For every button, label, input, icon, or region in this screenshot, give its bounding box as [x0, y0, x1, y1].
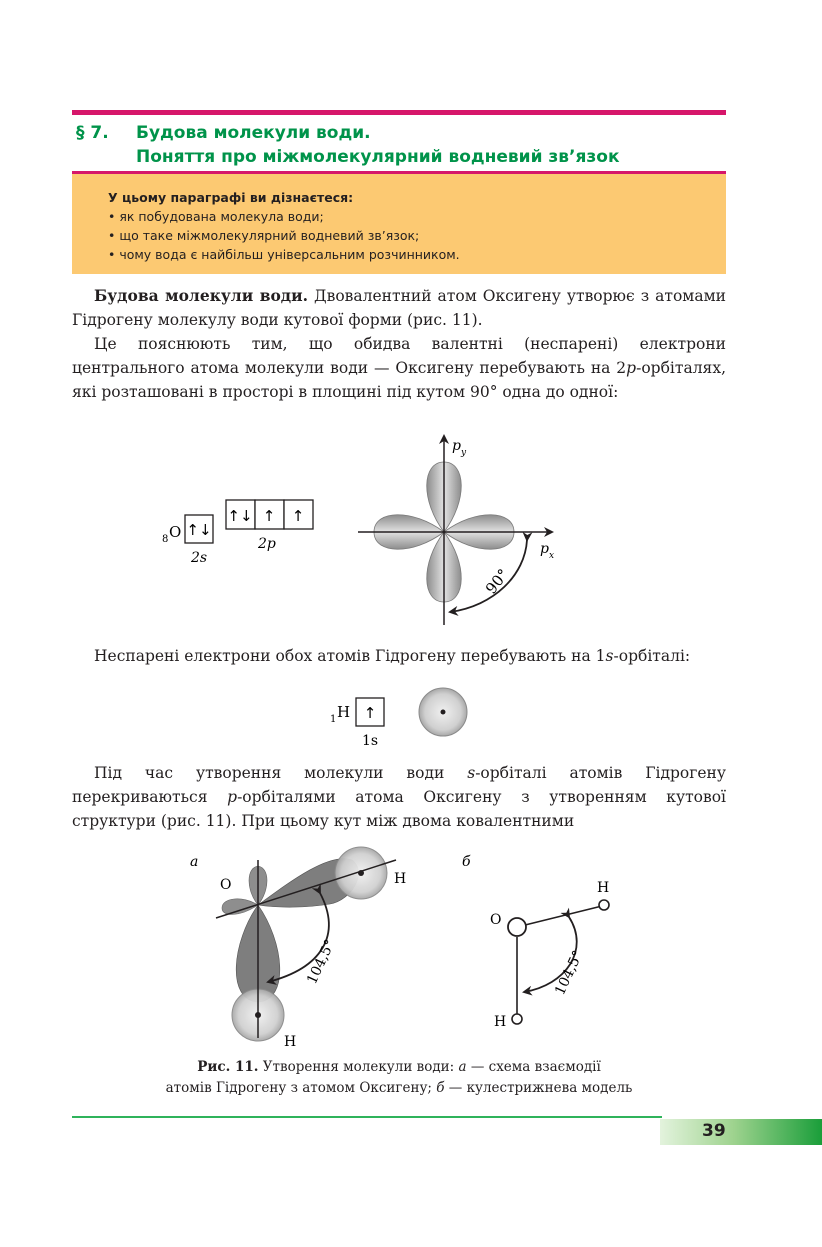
- caption-label: Рис. 11.: [197, 1059, 259, 1075]
- learn-item: • чому вода є найбільш універсальним розчинником.: [108, 247, 460, 262]
- figure-caption: [72, 1057, 726, 1099]
- hydrogen-label: H: [597, 880, 610, 896]
- footer-rule: [72, 1116, 662, 1118]
- atomic-number: 8: [162, 534, 169, 545]
- caption-text: Утворення молекули води:: [258, 1059, 459, 1075]
- py-subscript: y: [461, 448, 467, 458]
- paragraph-text: Двовалентний атом Оксигену утворює з атомами Гідрогену молекулу води кутової форми (рис. 11).: [72, 287, 726, 329]
- hydrogen-label: H: [494, 1014, 507, 1030]
- figure-letter: а: [190, 854, 199, 870]
- section-title-line2: Поняття про міжмолекулярний водневий зв’язок: [136, 147, 620, 167]
- caption-letter: б: [436, 1080, 445, 1096]
- oxygen-symbol: O: [169, 523, 182, 541]
- angle-label: 104,5°: [304, 937, 339, 987]
- paragraph-text: -орбіталях, які розташовані в просторі в площині під кутом 90° одна до одної:: [72, 359, 726, 401]
- hydrogen-symbol: H: [337, 703, 351, 721]
- nucleus-dot: [255, 1012, 261, 1018]
- cell-arrows: ↑: [262, 507, 276, 525]
- section-number: § 7.: [76, 123, 109, 143]
- cell-arrows: ↑↓: [186, 521, 212, 539]
- italic-symbol: s: [467, 764, 476, 782]
- section-title-line1: Будова молекули води.: [136, 123, 371, 143]
- caption-letter: а: [458, 1059, 467, 1075]
- italic-symbol: p: [227, 788, 238, 806]
- learn-item: • як побудована молекула води;: [108, 209, 324, 224]
- label-1s: 1s: [362, 733, 379, 749]
- italic-symbol: s: [605, 647, 614, 665]
- cell-arrows: ↑: [291, 507, 305, 525]
- hydrogen-label: H: [284, 1034, 297, 1050]
- oxygen-label: O: [220, 877, 232, 893]
- paragraph-text: -орбіталі:: [613, 647, 691, 665]
- hydrogen-label: H: [394, 871, 407, 887]
- bond-stick: [517, 906, 602, 927]
- p-orbitals-diagram: [358, 436, 554, 625]
- figure-b: [462, 854, 609, 1030]
- text-block-3: [72, 761, 726, 833]
- nucleus-dot: [441, 710, 446, 715]
- oxygen-config: [162, 500, 313, 566]
- page-number: 39: [702, 1121, 726, 1141]
- oxygen-ball: [508, 918, 526, 936]
- cell-arrows: ↑: [363, 704, 377, 722]
- caption-text: — схема взаємодії: [466, 1059, 601, 1075]
- paragraph-lead: Будова молекули води.: [94, 286, 309, 305]
- page-number-bar: [660, 1119, 822, 1145]
- figure-a: [190, 847, 406, 1050]
- angle-label: 104,5°: [552, 948, 587, 998]
- learn-item: • що таке міжмолекулярний водневий зв’язок;: [108, 228, 420, 243]
- label-2s: 2s: [191, 550, 208, 566]
- px-label: p: [540, 541, 549, 557]
- paragraph-text: Під час утворення молекули води: [94, 764, 468, 782]
- px-subscript: x: [549, 551, 555, 561]
- nucleus-dot: [358, 870, 364, 876]
- paragraph-text: Неспарені електрони обох атомів Гідрогену перебувають на 1: [94, 647, 606, 665]
- oxygen-label: O: [490, 912, 502, 928]
- angle-label: 90°: [481, 565, 513, 598]
- atomic-number: 1: [330, 714, 337, 725]
- hydrogen-ball: [599, 900, 609, 910]
- hydrogen-ball: [512, 1014, 522, 1024]
- text-block-2: [72, 644, 726, 668]
- paragraph-text: Це пояснюють тим, що обидва валентні (неспарені) електрони центрального атома молекули води — Оксигену перебувають на 2: [72, 335, 726, 377]
- caption-text: атомів Гідрогену з атомом Оксигену;: [165, 1080, 437, 1096]
- learn-box-title: У цьому параграфі ви дізнаєтеся:: [108, 190, 354, 205]
- hydrogen-config: [330, 688, 467, 749]
- italic-symbol: p: [626, 359, 637, 377]
- py-label: p: [452, 438, 461, 454]
- figure-letter: б: [462, 854, 471, 870]
- paragraph-text: -орбіталями атома Оксигену з утворенням кутової структури (рис. 11). При цьому кут між двома ковалентними: [72, 788, 726, 830]
- paragraph-text: -орбіталі атомів Гідрогену перекриваються: [72, 764, 727, 806]
- cell-arrows: ↑↓: [227, 507, 253, 525]
- caption-text: — кулестрижнева модель: [444, 1080, 633, 1096]
- label-2p: 2p: [258, 536, 276, 552]
